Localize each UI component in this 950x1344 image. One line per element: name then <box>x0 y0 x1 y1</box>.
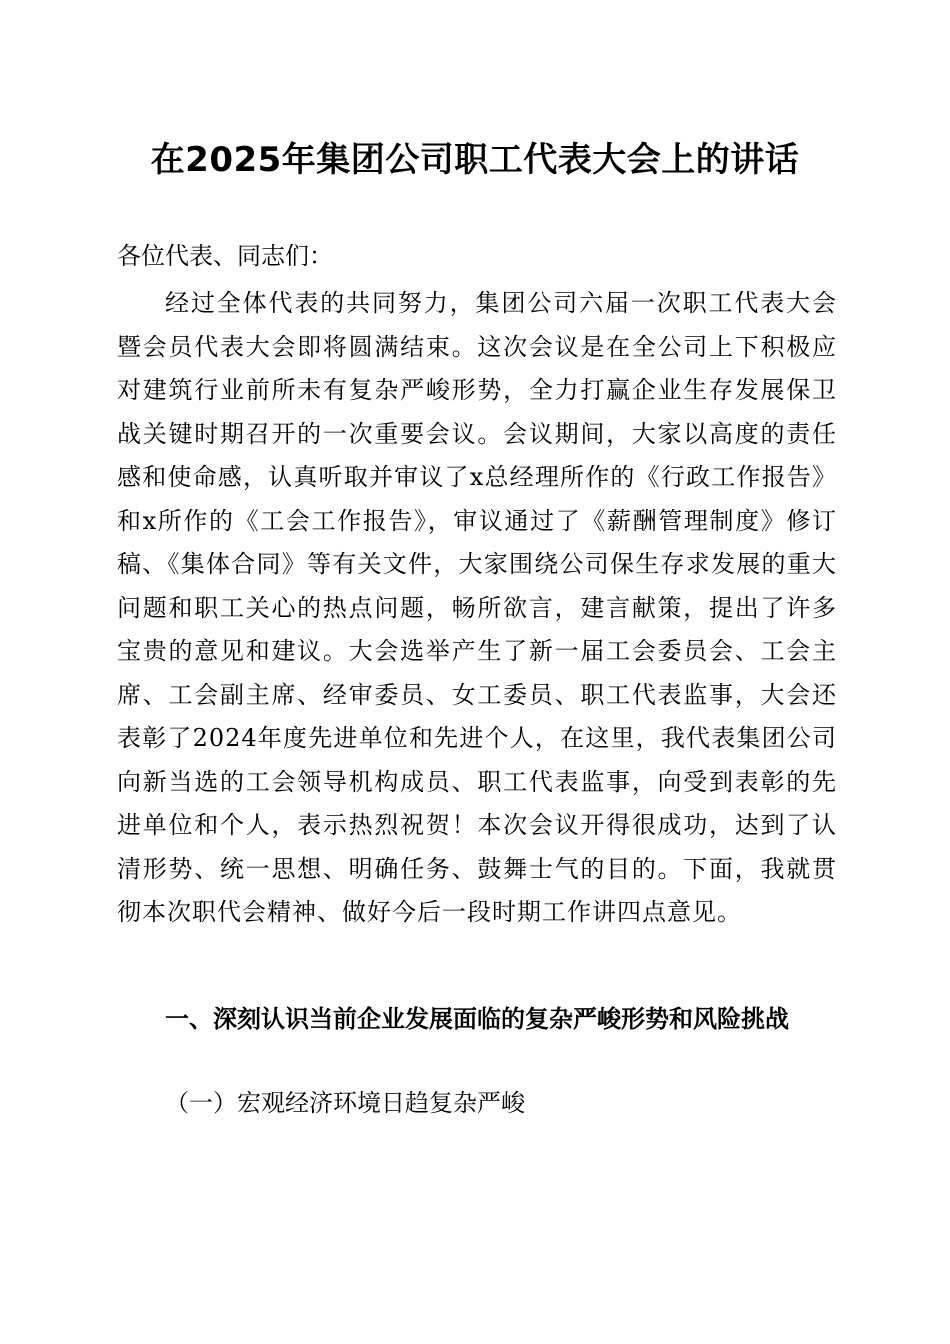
salutation: 各位代表、同志们： <box>117 242 333 270</box>
section-heading: 一、深刻认识当前企业发展面临的复杂严峻形势和风险挑战 <box>165 1005 789 1033</box>
subsection-heading: （一）宏观经济环境日趋复杂严峻 <box>165 1089 525 1117</box>
document-title: 在2025年集团公司职工代表大会上的讲话 <box>150 140 800 180</box>
body-paragraph: 经过全体代表的共同努力，集团公司六届一次职工代表大会暨会员代表大会即将圆满结束。这次会议是在全公司上下积极应对建筑行业前所未有复杂严峻形势，全力打赢企业生存发展保卫战关键时期召开的一次重要会议。会议期间，大家以高度的责任感和使命感，认真听取并审议了x总经理所作的《行政工作报告》和x所作的《工会工作报告》，审议通过了《薪酬管理制度》修订稿、《集体合同》等有关文件，大家围绕公司保生存求发展的重大问题和职工关心的热点问题，畅所欲言，建言献策，提出了许多宝贵的意见和建议。大会选举产生了新一届工会委员会、工会主席、工会副主席、经审委员、女工委员、职工代表监事，大会还表彰了2024年度先进单位和先进个人，在这里，我代表集团公司向新当选的工会领导机构成员、职工代表监事，向受到表彰的先进单位和个人，表示热烈祝贺！本次会议开得很成功，达到了认清形势、统一思想、明确任务、鼓舞士气的目的。下面，我就贯彻本次职代会精神、做好今后一段时期工作讲四点意见。 <box>117 289 837 926</box>
